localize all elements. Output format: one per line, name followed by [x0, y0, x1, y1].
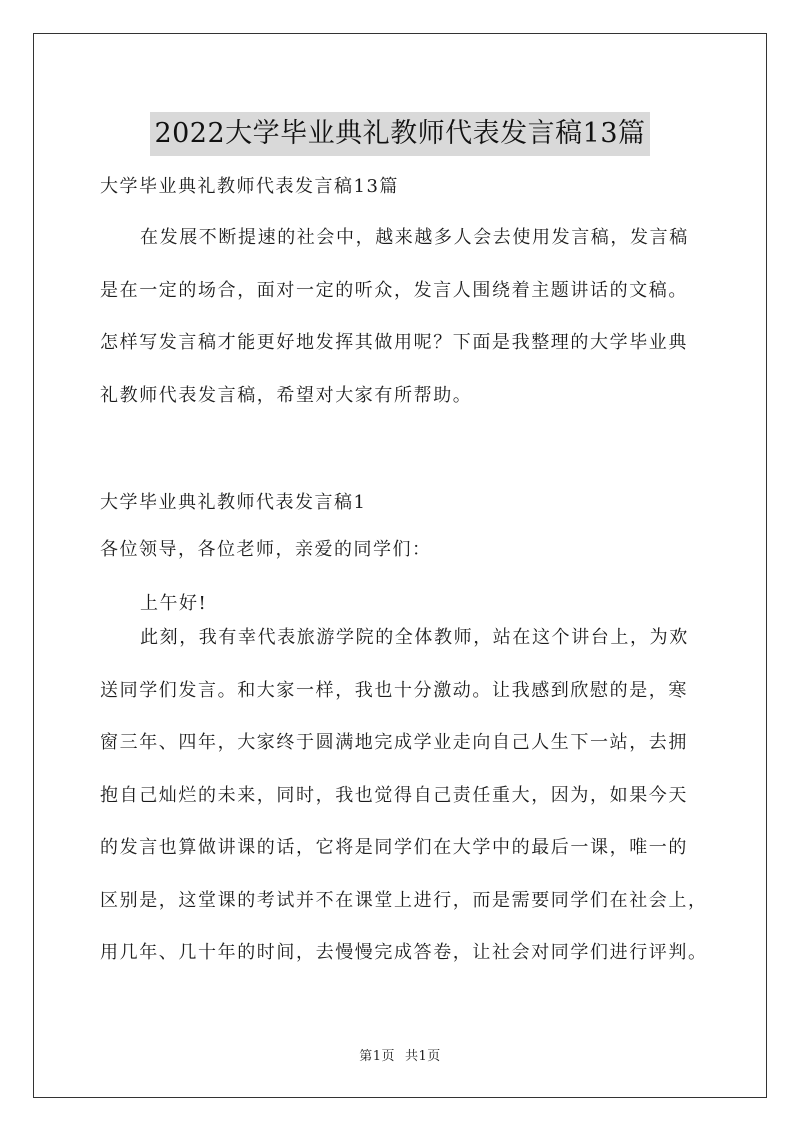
document-subtitle: 大学毕业典礼教师代表发言稿13篇 [100, 176, 399, 197]
intro-line: 怎样写发言稿才能更好地发挥其做用呢？下面是我整理的大学毕业典 [100, 332, 688, 353]
speech-line: 抱自己灿烂的未来，同时，我也觉得自己责任重大，因为，如果今天 [100, 784, 688, 806]
intro-line: 在发展不断提速的社会中，越来越多人会去使用发言稿，发言稿 [140, 227, 689, 248]
intro-paragraph [100, 212, 716, 422]
intro-line: 礼教师代表发言稿，希望对大家有所帮助。 [100, 384, 473, 406]
page-number-current: 第1页 [359, 1049, 395, 1064]
document-title: 2022大学毕业典礼教师代表发言稿13篇 [150, 112, 649, 156]
salutation: 各位领导，各位老师，亲爱的同学们： [100, 539, 432, 560]
speech-paragraph [100, 612, 716, 980]
speech-line: 的发言也算做讲课的话，它将是同学们在大学中的最后一课，唯一的 [100, 837, 688, 858]
page-number-total: 共1页 [405, 1049, 441, 1064]
speech-line: 此刻，我有幸代表旅游学院的全体教师，站在这个讲台上，为欢 [140, 627, 689, 648]
title-container [0, 94, 800, 174]
greeting: 上午好! [140, 593, 208, 614]
speech-line: 用几年、几十年的时间，去慢慢完成答卷，让社会对同学们进行评判。 [100, 942, 708, 963]
speech-line: 送同学们发言。和大家一样，我也十分激动。让我感到欣慰的是，寒 [100, 679, 688, 701]
section-heading: 大学毕业典礼教师代表发言稿1 [100, 492, 367, 513]
page-footer [0, 1045, 800, 1064]
speech-line: 窗三年、四年，大家终于圆满地完成学业走向自己人生下一站，去拥 [100, 732, 688, 753]
intro-line: 是在一定的场合，面对一定的听众，发言人围绕着主题讲话的文稿。 [100, 279, 688, 301]
speech-line: 区别是，这堂课的考试并不在课堂上进行，而是需要同学们在社会上， [100, 889, 708, 911]
